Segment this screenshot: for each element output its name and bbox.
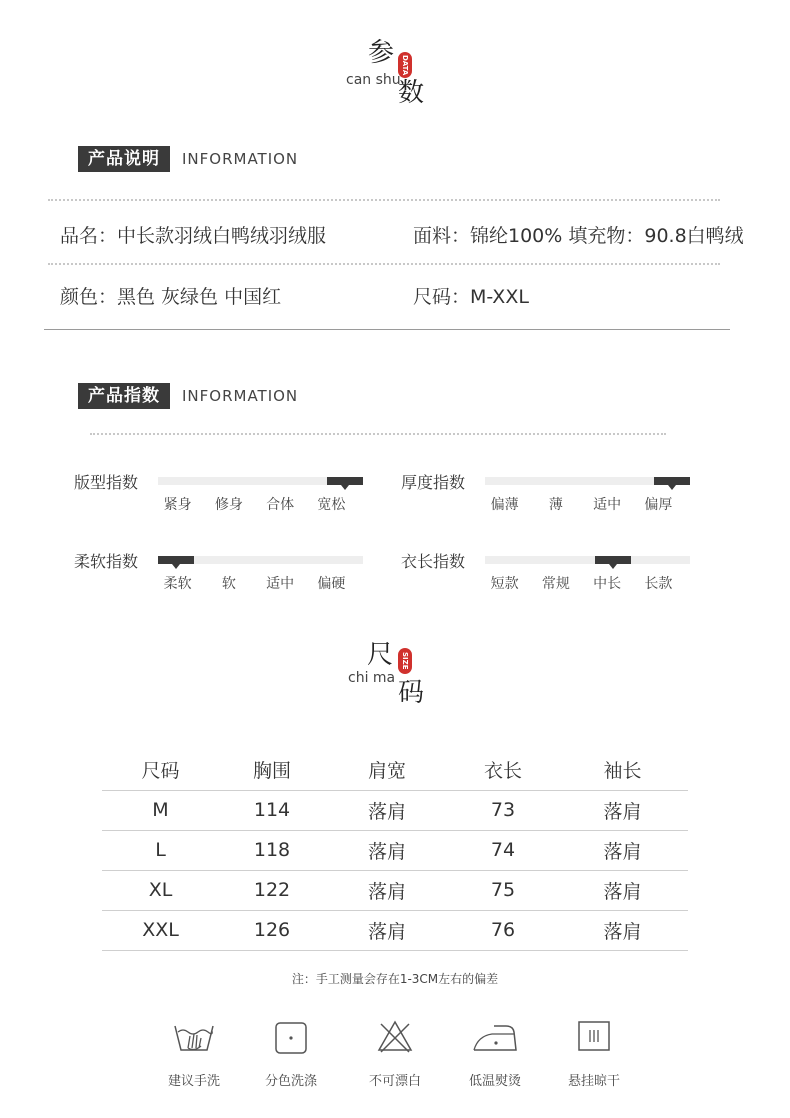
index-option: 偏薄 [490, 497, 519, 513]
index-pointer-icon [172, 564, 180, 569]
index-pointer-icon [668, 485, 676, 490]
index-option: 长款 [644, 576, 673, 592]
care-item [149, 1018, 239, 1089]
product-fabric: 面料：锦纶100% 填充物：90.8白鸭绒 [413, 225, 744, 247]
index-row [401, 549, 701, 599]
index-option: 柔软 [163, 576, 192, 592]
table-row [102, 790, 688, 830]
data-seal: DATA [398, 52, 412, 78]
index-option: 适中 [593, 497, 622, 513]
index-track [485, 477, 690, 485]
index-label: 厚度指数 [401, 473, 466, 492]
product-desc-title [78, 146, 298, 172]
table-cell: 落肩 [325, 910, 449, 950]
measurement-note: 注：手工测量会存在1-3CM左右的偏差 [291, 972, 499, 986]
table-cell: 122 [219, 870, 325, 910]
table-header-cell: 袖长 [603, 760, 642, 783]
table-cell: XL [102, 870, 219, 910]
size-header-roman: chi ma [348, 670, 396, 686]
params-header-char2: 数 [398, 78, 425, 108]
index-option: 修身 [214, 497, 243, 513]
index-marker [327, 477, 363, 485]
product-index-badge: 产品指数 [78, 383, 170, 409]
table-cell: 118 [219, 830, 325, 870]
divider-dotted [48, 199, 720, 201]
index-marker [654, 477, 690, 485]
hang-dry-icon [549, 1018, 639, 1056]
table-cell: 73 [449, 790, 557, 830]
table-cell: L [102, 830, 219, 870]
table-cell: 114 [219, 790, 325, 830]
table-cell: 落肩 [325, 830, 449, 870]
table-cell: 落肩 [325, 790, 449, 830]
index-label: 版型指数 [74, 473, 139, 492]
product-desc-en: INFORMATION [182, 150, 299, 168]
index-marker [595, 556, 631, 564]
index-track [485, 556, 690, 564]
product-size: 尺码：M-XXL [413, 286, 529, 308]
care-label: 建议手洗 [167, 1074, 220, 1089]
care-label: 分色洗涤 [264, 1074, 317, 1089]
divider-dotted [48, 263, 720, 265]
index-option: 合体 [266, 497, 295, 513]
table-cell: 126 [219, 910, 325, 950]
index-label: 柔软指数 [74, 552, 139, 571]
care-item [350, 1018, 440, 1089]
table-cell: 76 [449, 910, 557, 950]
index-pointer-icon [609, 564, 617, 569]
table-row [102, 870, 688, 910]
index-row [74, 470, 374, 520]
product-name: 品名：中长款羽绒白鸭绒羽绒服 [60, 225, 327, 247]
product-desc-badge: 产品说明 [78, 146, 170, 172]
divider-solid [44, 329, 730, 330]
product-index-en: INFORMATION [182, 387, 299, 405]
table-header-cell: 胸围 [252, 760, 291, 783]
params-header-roman: can shu [346, 72, 401, 88]
table-row [102, 910, 688, 950]
index-pointer-icon [341, 485, 349, 490]
table-header-cell: 衣长 [483, 760, 522, 783]
care-item [549, 1018, 639, 1089]
table-cell: M [102, 790, 219, 830]
index-option: 偏厚 [644, 497, 673, 513]
care-item [246, 1018, 336, 1089]
size-header-char1: 尺 [367, 640, 394, 670]
index-marker [158, 556, 194, 564]
separate-wash-icon [246, 1018, 336, 1056]
size-table [102, 750, 688, 951]
table-cell: 落肩 [557, 870, 688, 910]
table-cell: 74 [449, 830, 557, 870]
index-option: 短款 [490, 576, 519, 592]
hand-wash-icon [149, 1018, 239, 1056]
product-color: 颜色：黑色 灰绿色 中国红 [60, 286, 282, 308]
params-header [340, 38, 440, 110]
table-cell: 落肩 [557, 830, 688, 870]
index-track [158, 477, 363, 485]
table-cell: 落肩 [557, 910, 688, 950]
table-header-row [102, 750, 688, 790]
care-label: 悬挂晾干 [567, 1074, 620, 1089]
index-option: 常规 [541, 576, 570, 592]
size-header-char2: 码 [398, 678, 425, 708]
size-seal: SIZE [398, 648, 412, 674]
params-header-char1: 参 [368, 38, 395, 68]
table-cell: 落肩 [325, 870, 449, 910]
table-cell: XXL [102, 910, 219, 950]
index-option: 紧身 [163, 497, 192, 513]
index-option: 偏硬 [317, 576, 346, 592]
index-row [401, 470, 701, 520]
table-header-cell: 肩宽 [367, 760, 406, 783]
care-label: 低温熨烫 [468, 1074, 521, 1089]
divider-dotted [90, 433, 666, 435]
index-label: 衣长指数 [401, 552, 466, 571]
table-cell: 落肩 [557, 790, 688, 830]
table-row [102, 830, 688, 870]
index-track [158, 556, 363, 564]
index-option: 中长 [593, 576, 622, 592]
index-option: 软 [221, 576, 236, 592]
care-item [450, 1018, 540, 1089]
table-header-cell: 尺码 [141, 760, 180, 783]
index-row [74, 549, 374, 599]
no-bleach-icon [350, 1018, 440, 1056]
index-option: 宽松 [317, 497, 346, 513]
size-header [340, 640, 440, 712]
low-iron-icon [450, 1018, 540, 1056]
index-option: 适中 [266, 576, 295, 592]
product-index-title [78, 383, 298, 409]
table-cell: 75 [449, 870, 557, 910]
index-option: 薄 [548, 497, 563, 513]
care-label: 不可漂白 [368, 1074, 421, 1089]
